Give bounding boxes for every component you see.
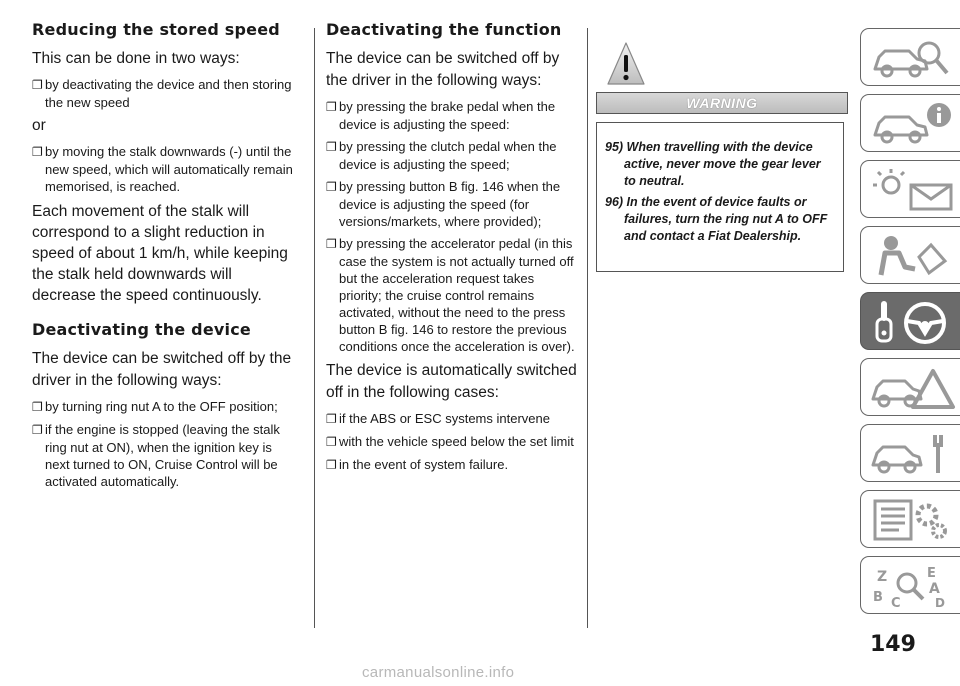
tab-servicing[interactable] xyxy=(860,424,960,482)
page-number: 149 xyxy=(870,632,916,657)
person-airbag-icon xyxy=(869,233,959,279)
tab-index[interactable] xyxy=(860,556,960,614)
watermark: carmanualsonline.info xyxy=(362,664,515,681)
section-heading: Deactivating the device xyxy=(32,320,251,339)
document-gear-icon xyxy=(869,497,959,543)
list-item-text: by deactivating the device and then storing the new speed xyxy=(45,77,292,110)
list-item xyxy=(32,421,294,490)
checkbox-bullet-icon: ❐ xyxy=(326,412,337,426)
list-item xyxy=(326,235,578,355)
list-item xyxy=(326,410,578,428)
warning-note: 95) When travelling with the device active, never move the gear lever to neutral. xyxy=(605,140,821,188)
warning-triangle-icon xyxy=(606,40,646,88)
list-item xyxy=(326,178,578,230)
list-item xyxy=(326,456,578,474)
checkbox-bullet-icon: ❐ xyxy=(326,100,337,114)
svg-text:D: D xyxy=(935,596,945,609)
list-item-text: by pressing the accelerator pedal (in this case the system is not actually turned off but the acceleration request takes priority; the cruise control remains activated, without the need to the press button B fig. 146 to restore the previous conditions once the acceleration is over). xyxy=(339,236,575,354)
checkbox-bullet-icon: ❐ xyxy=(326,458,337,472)
tab-starting-and-driving[interactable] xyxy=(860,292,960,350)
tab-warning-lights[interactable] xyxy=(860,160,960,218)
list-item xyxy=(32,76,294,111)
bullet-list xyxy=(326,98,578,355)
list-item-text: by pressing the brake pedal when the device is adjusting the speed: xyxy=(339,99,556,132)
car-info-icon xyxy=(869,101,959,147)
checkbox-bullet-icon: ❐ xyxy=(326,435,337,449)
car-magnifier-icon xyxy=(869,35,959,81)
alphabet-magnifier-icon xyxy=(869,563,959,609)
checkbox-bullet-icon: ❐ xyxy=(326,237,337,251)
car-hazard-triangle-icon xyxy=(869,365,959,411)
bullet-list xyxy=(326,410,578,474)
or-text: or xyxy=(32,117,46,134)
checkbox-bullet-icon: ❐ xyxy=(32,423,43,437)
list-item-text: with the vehicle speed below the set limit xyxy=(339,434,574,449)
svg-text:C: C xyxy=(891,596,901,609)
checkbox-bullet-icon: ❐ xyxy=(32,145,43,159)
list-item xyxy=(32,143,294,195)
bullet-list xyxy=(32,143,294,195)
bullet-list xyxy=(32,76,294,111)
list-item-text: if the engine is stopped (leaving the stalk ring nut at ON), when the ignition key is next turned to ON, Cruise Control will be activated automatically. xyxy=(45,422,280,489)
left-column xyxy=(32,22,294,495)
lead-text: The device can be switched off by the driver in the following ways: xyxy=(32,350,292,389)
lead-text: This can be done in two ways: xyxy=(32,50,240,67)
list-item-text: by turning ring nut A to the OFF position; xyxy=(45,399,278,414)
tab-technical-data[interactable] xyxy=(860,490,960,548)
checkbox-bullet-icon: ❐ xyxy=(32,400,43,414)
lead-text: The device is automatically switched off in the following cases: xyxy=(326,362,577,401)
list-item-text: by pressing the clutch pedal when the device is adjusting the speed; xyxy=(339,139,557,172)
list-item-text: by moving the stalk downwards (-) until the new speed, which will automatically remain memorised, is reached. xyxy=(45,144,293,194)
list-item xyxy=(32,398,294,416)
list-item xyxy=(326,138,578,173)
warning-note: 96) In the event of device faults or failures, turn the ring nut A to OFF and contact a Fiat Dealership. xyxy=(605,195,828,243)
tab-emergency[interactable] xyxy=(860,358,960,416)
lead-text: The device can be switched off by the driver in the following ways: xyxy=(326,50,560,89)
middle-column xyxy=(326,22,578,479)
list-item-text: in the event of system failure. xyxy=(339,457,509,472)
checkbox-bullet-icon: ❐ xyxy=(326,180,337,194)
column-divider xyxy=(314,28,315,628)
section-heading: Deactivating the function xyxy=(326,20,562,39)
tab-safety-info[interactable] xyxy=(860,94,960,152)
svg-text:E: E xyxy=(927,566,936,581)
list-item xyxy=(326,433,578,451)
tab-instrument-panel[interactable] xyxy=(860,28,960,86)
warning-title: WARNING xyxy=(596,92,848,114)
tab-safety[interactable] xyxy=(860,226,960,284)
warning-lights-envelope-icon xyxy=(869,167,959,213)
svg-text:B: B xyxy=(873,590,883,605)
key-steering-wheel-icon xyxy=(869,299,959,345)
checkbox-bullet-icon: ❐ xyxy=(32,78,43,92)
section-heading: Reducing the stored speed xyxy=(32,20,280,39)
body-paragraph: Each movement of the stalk will correspond to a slight reduction in speed of about 1 km/h, while keeping the stalk held downwards will decrease the speed continuously. xyxy=(32,203,288,304)
list-item-text: by pressing button B fig. 146 when the device is adjusting the speed (for versions/markets, where provided); xyxy=(339,179,561,229)
car-wrench-icon xyxy=(869,431,959,477)
checkbox-bullet-icon: ❐ xyxy=(326,140,337,154)
svg-text:A: A xyxy=(929,581,940,597)
list-item-text: if the ABS or ESC systems intervene xyxy=(339,411,550,426)
column-divider xyxy=(587,28,588,628)
list-item xyxy=(326,98,578,133)
bullet-list xyxy=(32,398,294,490)
warning-box xyxy=(596,122,844,272)
svg-text:Z: Z xyxy=(877,569,888,585)
